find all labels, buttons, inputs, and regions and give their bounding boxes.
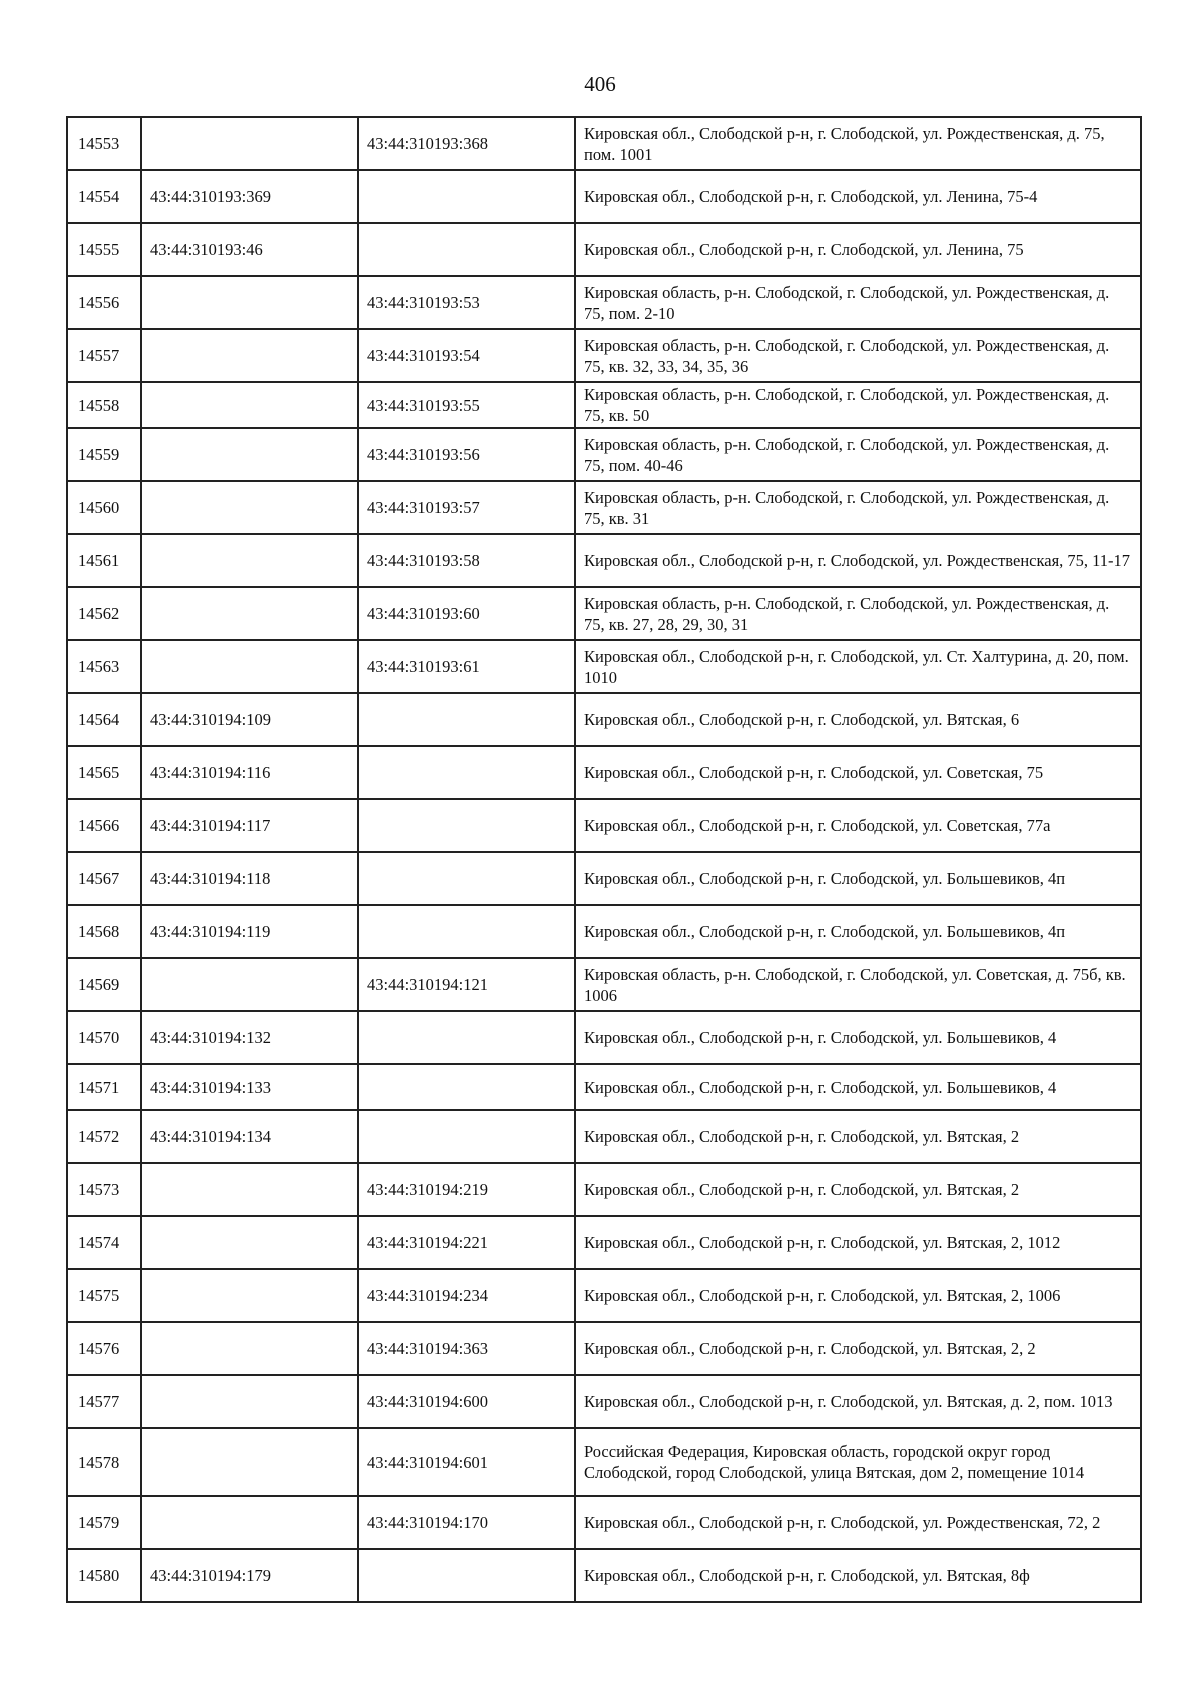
cadastral-number-a <box>141 1496 358 1549</box>
cadastral-number-b: 43:44:310193:54 <box>358 329 575 382</box>
cadastral-number-b: 43:44:310194:221 <box>358 1216 575 1269</box>
table-row <box>67 534 1141 587</box>
table-row <box>67 223 1141 276</box>
table-row <box>67 1428 1141 1496</box>
address: Кировская обл., Слободской р-н, г. Слободской, ул. Рождественская, 72, 2 <box>575 1496 1141 1549</box>
register-table-body <box>67 117 1141 1602</box>
cadastral-number-a: 43:44:310194:134 <box>141 1110 358 1163</box>
address: Кировская область, р-н. Слободской, г. Слободской, ул. Рождественская, д. 75, кв. 50 <box>575 382 1141 428</box>
table-row <box>67 746 1141 799</box>
cadastral-number-a <box>141 1163 358 1216</box>
table-row <box>67 852 1141 905</box>
cadastral-number-a <box>141 276 358 329</box>
address: Кировская обл., Слободской р-н, г. Слободской, ул. Вятская, 8ф <box>575 1549 1141 1602</box>
table-row <box>67 640 1141 693</box>
table-row <box>67 1110 1141 1163</box>
address: Российская Федерация, Кировская область, городской округ город Слободской, город Слободской, улица Вятская, дом 2, помещение 1014 <box>575 1428 1141 1496</box>
cadastral-number-b <box>358 852 575 905</box>
cadastral-number-b <box>358 1011 575 1064</box>
table-row <box>67 1163 1141 1216</box>
address: Кировская обл., Слободской р-н, г. Слободской, ул. Вятская, 2, 2 <box>575 1322 1141 1375</box>
table-row <box>67 170 1141 223</box>
cadastral-number-a: 43:44:310194:118 <box>141 852 358 905</box>
row-number: 14555 <box>67 223 141 276</box>
table-row <box>67 428 1141 481</box>
row-number: 14577 <box>67 1375 141 1428</box>
cadastral-number-b: 43:44:310193:55 <box>358 382 575 428</box>
row-number: 14574 <box>67 1216 141 1269</box>
cadastral-number-b: 43:44:310193:58 <box>358 534 575 587</box>
cadastral-number-a <box>141 481 358 534</box>
cadastral-number-b <box>358 799 575 852</box>
cadastral-number-b <box>358 223 575 276</box>
row-number: 14578 <box>67 1428 141 1496</box>
table-row <box>67 799 1141 852</box>
cadastral-number-a: 43:44:310194:116 <box>141 746 358 799</box>
cadastral-number-a <box>141 1322 358 1375</box>
row-number: 14567 <box>67 852 141 905</box>
address: Кировская область, р-н. Слободской, г. Слободской, ул. Рождественская, д. 75, кв. 31 <box>575 481 1141 534</box>
table-row <box>67 587 1141 640</box>
table-row <box>67 905 1141 958</box>
cadastral-number-b <box>358 1549 575 1602</box>
row-number: 14557 <box>67 329 141 382</box>
table-row <box>67 1322 1141 1375</box>
table-row <box>67 1549 1141 1602</box>
cadastral-number-b: 43:44:310193:53 <box>358 276 575 329</box>
row-number: 14576 <box>67 1322 141 1375</box>
cadastral-number-a <box>141 1428 358 1496</box>
register-table <box>66 116 1142 1603</box>
table-row <box>67 1216 1141 1269</box>
address: Кировская обл., Слободской р-н, г. Слободской, ул. Вятская, 2, 1012 <box>575 1216 1141 1269</box>
cadastral-number-b: 43:44:310194:363 <box>358 1322 575 1375</box>
cadastral-number-a <box>141 1269 358 1322</box>
cadastral-number-b <box>358 1110 575 1163</box>
row-number: 14575 <box>67 1269 141 1322</box>
cadastral-number-a <box>141 428 358 481</box>
address: Кировская обл., Слободской р-н, г. Слободской, ул. Большевиков, 4п <box>575 905 1141 958</box>
cadastral-number-a: 43:44:310194:119 <box>141 905 358 958</box>
cadastral-number-a <box>141 534 358 587</box>
row-number: 14569 <box>67 958 141 1011</box>
cadastral-number-a <box>141 958 358 1011</box>
address: Кировская обл., Слободской р-н, г. Слободской, ул. Большевиков, 4 <box>575 1011 1141 1064</box>
cadastral-number-a <box>141 1216 358 1269</box>
cadastral-number-b: 43:44:310194:601 <box>358 1428 575 1496</box>
cadastral-number-b: 43:44:310193:57 <box>358 481 575 534</box>
address: Кировская область, р-н. Слободской, г. Слободской, ул. Советская, д. 75б, кв. 1006 <box>575 958 1141 1011</box>
cadastral-number-a: 43:44:310194:179 <box>141 1549 358 1602</box>
address: Кировская область, р-н. Слободской, г. Слободской, ул. Рождественская, д. 75, кв. 32, 33, 34, 35, 36 <box>575 329 1141 382</box>
table-row <box>67 481 1141 534</box>
row-number: 14566 <box>67 799 141 852</box>
row-number: 14561 <box>67 534 141 587</box>
table-row <box>67 1496 1141 1549</box>
table-row <box>67 958 1141 1011</box>
address: Кировская обл., Слободской р-н, г. Слободской, ул. Вятская, д. 2, пом. 1013 <box>575 1375 1141 1428</box>
cadastral-number-b: 43:44:310194:121 <box>358 958 575 1011</box>
row-number: 14556 <box>67 276 141 329</box>
row-number: 14565 <box>67 746 141 799</box>
cadastral-number-a <box>141 1375 358 1428</box>
table-row <box>67 1064 1141 1110</box>
cadastral-number-a <box>141 382 358 428</box>
row-number: 14558 <box>67 382 141 428</box>
row-number: 14568 <box>67 905 141 958</box>
page-number: 406 <box>584 72 616 96</box>
row-number: 14570 <box>67 1011 141 1064</box>
table-row <box>67 382 1141 428</box>
cadastral-number-a: 43:44:310193:46 <box>141 223 358 276</box>
cadastral-number-a: 43:44:310194:132 <box>141 1011 358 1064</box>
address: Кировская обл., Слободской р-н, г. Слободской, ул. Вятская, 2 <box>575 1110 1141 1163</box>
cadastral-number-b: 43:44:310194:234 <box>358 1269 575 1322</box>
cadastral-number-a <box>141 117 358 170</box>
address: Кировская обл., Слободской р-н, г. Слободской, ул. Рождественская, 75, 11-17 <box>575 534 1141 587</box>
address: Кировская обл., Слободской р-н, г. Слободской, ул. Большевиков, 4п <box>575 852 1141 905</box>
table-row <box>67 329 1141 382</box>
address: Кировская область, р-н. Слободской, г. Слободской, ул. Рождественская, д. 75, пом. 2-10 <box>575 276 1141 329</box>
address: Кировская обл., Слободской р-н, г. Слободской, ул. Вятская, 6 <box>575 693 1141 746</box>
row-number: 14571 <box>67 1064 141 1110</box>
table-row <box>67 1375 1141 1428</box>
address: Кировская обл., Слободской р-н, г. Слободской, ул. Вятская, 2 <box>575 1163 1141 1216</box>
address: Кировская обл., Слободской р-н, г. Слободской, ул. Рождественская, д. 75, пом. 1001 <box>575 117 1141 170</box>
row-number: 14572 <box>67 1110 141 1163</box>
cadastral-number-b <box>358 170 575 223</box>
cadastral-number-a: 43:44:310194:133 <box>141 1064 358 1110</box>
cadastral-number-a <box>141 587 358 640</box>
address: Кировская область, р-н. Слободской, г. Слободской, ул. Рождественская, д. 75, кв. 27, 28, 29, 30, 31 <box>575 587 1141 640</box>
address: Кировская обл., Слободской р-н, г. Слободской, ул. Вятская, 2, 1006 <box>575 1269 1141 1322</box>
row-number: 14560 <box>67 481 141 534</box>
address: Кировская обл., Слободской р-н, г. Слободской, ул. Советская, 77а <box>575 799 1141 852</box>
address: Кировская область, р-н. Слободской, г. Слободской, ул. Рождественская, д. 75, пом. 40-46 <box>575 428 1141 481</box>
row-number: 14554 <box>67 170 141 223</box>
cadastral-number-b: 43:44:310194:219 <box>358 1163 575 1216</box>
cadastral-number-b: 43:44:310193:61 <box>358 640 575 693</box>
table-row <box>67 1011 1141 1064</box>
row-number: 14580 <box>67 1549 141 1602</box>
table-row <box>67 276 1141 329</box>
row-number: 14563 <box>67 640 141 693</box>
table-row <box>67 117 1141 170</box>
table-row <box>67 693 1141 746</box>
table-row <box>67 1269 1141 1322</box>
cadastral-number-b: 43:44:310193:56 <box>358 428 575 481</box>
cadastral-number-a: 43:44:310194:109 <box>141 693 358 746</box>
cadastral-number-b <box>358 1064 575 1110</box>
cadastral-number-b: 43:44:310193:60 <box>358 587 575 640</box>
cadastral-number-b: 43:44:310193:368 <box>358 117 575 170</box>
cadastral-number-a: 43:44:310193:369 <box>141 170 358 223</box>
row-number: 14553 <box>67 117 141 170</box>
address: Кировская обл., Слободской р-н, г. Слободской, ул. Ленина, 75-4 <box>575 170 1141 223</box>
cadastral-number-b: 43:44:310194:170 <box>358 1496 575 1549</box>
cadastral-number-b <box>358 905 575 958</box>
row-number: 14559 <box>67 428 141 481</box>
address: Кировская обл., Слободской р-н, г. Слободской, ул. Советская, 75 <box>575 746 1141 799</box>
row-number: 14579 <box>67 1496 141 1549</box>
cadastral-number-b <box>358 693 575 746</box>
cadastral-number-b <box>358 746 575 799</box>
row-number: 14562 <box>67 587 141 640</box>
address: Кировская обл., Слободской р-н, г. Слободской, ул. Ст. Халтурина, д. 20, пом. 1010 <box>575 640 1141 693</box>
cadastral-number-a <box>141 640 358 693</box>
row-number: 14573 <box>67 1163 141 1216</box>
cadastral-number-a: 43:44:310194:117 <box>141 799 358 852</box>
address: Кировская обл., Слободской р-н, г. Слободской, ул. Большевиков, 4 <box>575 1064 1141 1110</box>
row-number: 14564 <box>67 693 141 746</box>
cadastral-number-a <box>141 329 358 382</box>
address: Кировская обл., Слободской р-н, г. Слободской, ул. Ленина, 75 <box>575 223 1141 276</box>
cadastral-number-b: 43:44:310194:600 <box>358 1375 575 1428</box>
